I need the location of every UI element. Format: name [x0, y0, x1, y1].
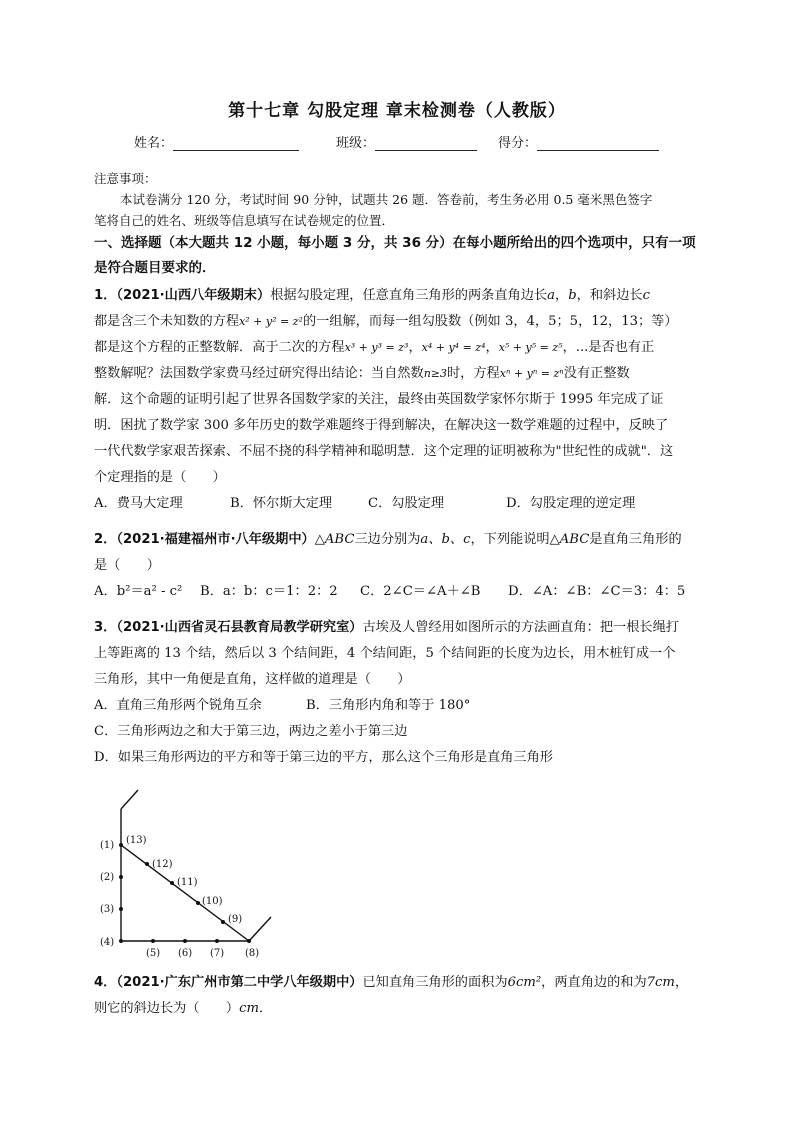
knot-2	[119, 875, 123, 879]
q1-var-c: c	[642, 288, 650, 303]
q3-option-d[interactable]: D．如果三角形两边的平方和等于第三边的平方，那么这个三角形是直角三角形	[94, 750, 553, 765]
question-2	[94, 527, 706, 605]
label-9: (9)	[228, 914, 243, 925]
q3-option-c[interactable]: C．三角形两边之和大于第三边，两边之差小于第三边	[94, 724, 408, 739]
knot-3	[119, 907, 123, 911]
class-field[interactable]	[336, 132, 477, 151]
q1-option-a[interactable]: A．费马大定理	[94, 496, 183, 511]
class-label: 班级：	[336, 136, 376, 151]
q4-text-2a: 则它的斜边长为（ ）	[94, 1001, 240, 1016]
q1-var-a: a	[547, 288, 555, 303]
q1-text-2a: 都是含三个未知数的方程	[94, 314, 240, 329]
knot-11	[170, 881, 174, 885]
notice-text-1: 本试卷满分 120 分，考试时间 90 分钟，试题共 26 题．答卷前，考生务必用 0.5 毫米黑色签字	[120, 192, 653, 207]
label-13: (13)	[126, 835, 147, 846]
knot-6	[183, 939, 187, 943]
label-5: (5)	[146, 948, 161, 959]
q1-option-c[interactable]: C．勾股定理	[368, 496, 445, 511]
label-10: (10)	[202, 896, 223, 907]
exam-body	[94, 168, 706, 771]
q2-source: （2021·福建福州市·八年级期中）	[116, 532, 315, 547]
q1-var-b: b	[568, 288, 577, 303]
label-12: (12)	[152, 859, 173, 870]
q3-source: （2021·山西省灵石县教育局教学研究室）	[116, 620, 363, 635]
q2-option-a[interactable]: A．b²＝a² - c²	[94, 584, 183, 599]
knot-10	[196, 901, 200, 905]
section-1-heading-1: 一、选择题（本大题共 12 小题，每小题 3 分，共 36 分）在每小题所给出的四个选项中，只有一项	[94, 235, 696, 251]
q1-number: 1．	[94, 288, 117, 303]
q1-eq-5: n≥3	[423, 367, 447, 380]
q2-option-b[interactable]: B．a：b：c＝1：2：2	[200, 584, 338, 599]
label-2: (2)	[100, 872, 115, 883]
label-6: (6)	[178, 948, 193, 959]
q3-options-ab	[94, 693, 706, 719]
q1-line-8: 个定理指的是（ ）	[94, 470, 226, 485]
q1-option-b[interactable]: B．怀尔斯大定理	[230, 496, 333, 511]
q1-line-3	[94, 335, 706, 361]
q4-text-1c: ，	[674, 975, 689, 990]
label-11: (11)	[177, 877, 198, 888]
q2-option-d[interactable]: D．∠A：∠B：∠C＝3：4：5	[508, 584, 686, 599]
q1-text-4c: 没有正整数	[563, 366, 630, 381]
question-1	[94, 283, 706, 517]
question-3	[94, 615, 706, 771]
q1-line-4	[94, 361, 706, 387]
knot-9	[221, 920, 225, 924]
q1-eq-6: xⁿ + yⁿ = zⁿ	[499, 367, 564, 380]
knot-7	[215, 939, 219, 943]
q4-line-2	[94, 996, 706, 1022]
class-blank[interactable]	[375, 136, 477, 151]
q3-number: 3．	[94, 620, 117, 635]
rope-lines	[121, 790, 271, 941]
notice-text-2: 笔将自己的姓名、班级等信息填写在试卷规定的位置．	[94, 213, 395, 228]
q2-triangle-name-2: ABC	[559, 532, 590, 547]
q1-text-1: 根据勾股定理，任意直角三角形的两条直角边长	[270, 288, 548, 303]
q1-options	[94, 491, 706, 517]
q3-option-a[interactable]: A．直角三角形两个锐角互余	[94, 698, 262, 713]
name-label: 姓名：	[134, 136, 174, 151]
q1-line-7: 一代代数学家艰苦探索、不屈不挠的科学精神和聪明慧．这个定理的证明被称为"世纪性的成就"．这	[94, 444, 674, 459]
score-blank[interactable]	[537, 136, 659, 151]
score-label: 得分：	[498, 136, 538, 151]
rope-top-tail	[121, 790, 138, 809]
q1-text-4a: 整数解呢？法国数学家费马经过研究得出结论：当自然数	[94, 366, 424, 381]
label-4: (4)	[100, 937, 115, 948]
knot-5	[151, 939, 155, 943]
q2-triangle-symbol: △	[314, 532, 325, 547]
q4-text-1a: 已知直角三角形的面积为	[362, 975, 508, 990]
q2-triangle-name: ABC	[324, 532, 355, 547]
q4-number: 4．	[94, 975, 117, 990]
knotted-rope-figure	[100, 788, 300, 964]
q1-eq-3: x⁴ + y⁴ = z⁴	[421, 341, 486, 354]
notice-heading: 注意事项：	[94, 171, 157, 186]
q1-sep-4: ，	[485, 340, 499, 355]
q1-text-4b: 时，方程	[447, 366, 500, 381]
q2-number: 2．	[94, 532, 117, 547]
q1-text-3a: 都是这个方程的正整数解．高于二次的方程	[94, 340, 345, 355]
q4-area: 6cm²	[507, 975, 542, 990]
knot-12	[145, 862, 149, 866]
q4-text-2b: ．	[258, 1001, 273, 1016]
hypotenuse-rope	[121, 845, 249, 941]
q1-source: （2021·山西八年级期末）	[116, 288, 271, 303]
q3-line-2: 上等距离的 13 个结，然后以 3 个结间距，4 个结间距，5 个结间距的长度为边长，用木桩钉成一个	[94, 646, 676, 661]
knot-1	[119, 843, 123, 847]
q3-line-3: 三角形，其中一角便是直角，这样做的道理是（ ）	[94, 672, 411, 687]
q2-option-c[interactable]: C．2∠C＝∠A＋∠B	[360, 584, 481, 599]
q4-text-1b: ，两直角边的和为	[541, 975, 647, 990]
q1-line-6: 明．困扰了数学家 300 多年历史的数学难题终于得到解决，在解决这一数学难题的过程中，反映了	[94, 418, 669, 433]
q2-line-1	[94, 527, 706, 553]
q2-options	[94, 579, 706, 605]
q4-sum: 7cm	[646, 975, 675, 990]
q4-source: （2021·广东广州市第二中学八年级期中）	[116, 975, 363, 990]
q1-sep-3: ，	[408, 340, 422, 355]
q1-eq-1: x² + y² = z²	[239, 315, 303, 328]
q1-line-5: 解．这个命题的证明引起了世界各国数学家的关注，最终由英国数学家怀尔斯于 1995 年完成了证	[94, 392, 664, 407]
name-field[interactable]	[134, 132, 299, 151]
name-blank[interactable]	[173, 136, 299, 151]
label-8: (8)	[245, 948, 260, 959]
q3-option-b[interactable]: B．三角形内角和等于 180°	[306, 698, 471, 713]
q2-text-1d: 是直角三角形的	[589, 532, 682, 547]
q1-option-d[interactable]: D．勾股定理的逆定理	[506, 496, 636, 511]
q3-line-1	[94, 615, 706, 641]
q2-text-1c: ，下列能说明△	[470, 532, 560, 547]
page-title: 第十七章 勾股定理 章末检测卷（人教版）	[228, 101, 566, 121]
rope-right-tail	[249, 917, 271, 941]
score-field[interactable]	[498, 132, 659, 151]
q2-line-2: 是（ ）	[94, 558, 160, 573]
knot-8	[247, 939, 251, 943]
section-1-heading-2: 是符合题目要求的．	[94, 260, 216, 276]
q1-eq-2: x³ + y³ = z³	[344, 341, 409, 354]
q1-eq-4: x⁵ + y⁵ = z⁵	[498, 341, 563, 354]
question-4	[94, 970, 706, 1022]
q3-text-1: 古埃及人曾经用如图所示的方法画直角：把一根长绳打	[362, 620, 679, 635]
q1-text-3b: ，...是否也有正	[562, 340, 655, 355]
q4-line-1	[94, 970, 706, 996]
label-7: (7)	[210, 948, 225, 959]
q1-text-2b: 的一组解，而每一组勾股数（例如 3，4，5；5，12，13；等）	[302, 314, 678, 329]
knot-4	[119, 939, 123, 943]
q2-sides: a、b、c	[420, 532, 471, 547]
label-1: (1)	[100, 840, 115, 851]
q4-unit: cm	[239, 1001, 259, 1016]
q1-sep-1: ，	[555, 288, 569, 303]
q1-sep-2: ，和斜边长	[576, 288, 643, 303]
label-3: (3)	[100, 904, 115, 915]
q1-line-2	[94, 309, 706, 335]
q1-line-1	[94, 283, 706, 309]
q2-text-1b: 三边分别为	[354, 532, 421, 547]
